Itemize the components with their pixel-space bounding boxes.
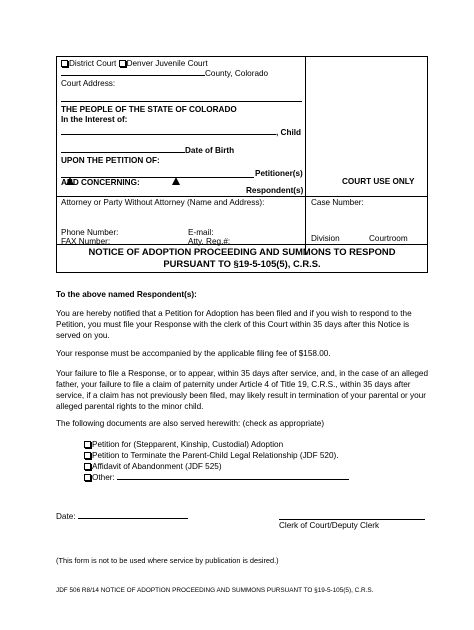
court-selection (61, 59, 208, 68)
cursor-triangle-icon (66, 177, 74, 187)
respondent-field[interactable] (61, 196, 244, 197)
phone-label: Phone Number: (61, 228, 119, 237)
paragraph-failure: Your failure to file a Response, or to appear, within 35 days after service, and, in the case of an alleged father, your failure to file a claim of paternity under Article 4 of Title 19, C.R.S., within 35 days after service, if a claim has not previously been filed, may likely result in termination of your parental or your alleged parental rights to the minor child. (56, 369, 429, 411)
petitioners-label: Petitioner(s) (255, 169, 303, 178)
checklist-label: Petition for (Stepparent, Kinship, Custodial) Adoption (92, 440, 284, 449)
people-heading: THE PEOPLE OF THE STATE OF COLORADO (61, 105, 237, 114)
checklist-item-other (84, 473, 349, 482)
paragraph-documents: The following documents are also served herewith: (check as appropriate) (56, 419, 325, 428)
date-label: Date: (56, 512, 76, 521)
form-title-line1: NOTICE OF ADOPTION PROCEEDING AND SUMMONS TO RESPOND (88, 246, 396, 257)
district-court-checkbox[interactable] (61, 60, 68, 67)
checklist-checkbox[interactable] (84, 474, 91, 481)
checklist-item-petition-adoption (84, 440, 283, 449)
email-label: E-mail: (188, 228, 214, 237)
date-field[interactable] (78, 518, 188, 519)
and-concerning-label: AND CONCERNING: (61, 178, 140, 187)
county-field[interactable] (61, 75, 205, 76)
dob-label: Date of Birth (185, 146, 235, 155)
interest-label: In the Interest of: (61, 115, 128, 124)
checklist-checkbox[interactable] (84, 441, 91, 448)
county-label: County, Colorado (205, 69, 269, 78)
dob-line (61, 146, 234, 155)
district-court-label: District Court (69, 59, 117, 68)
paragraph-notice: You are hereby notified that a Petition for Adoption has been filed and if you wish to respond to the Petition, you must file your Response with the clerk of this Court within 35 days after this Notice is served on you. (56, 309, 412, 340)
checklist-label: Other: (92, 473, 115, 482)
child-name-field[interactable] (61, 134, 276, 135)
child-line (61, 128, 301, 137)
courtroom-label: Courtroom (369, 234, 408, 243)
publication-note: (This form is not to be used where service by publication is desired.) (56, 556, 279, 565)
caption-row-divider-2 (56, 244, 428, 245)
clerk-signature-line[interactable] (279, 519, 425, 520)
fax-label: FAX Number: (61, 237, 111, 246)
date-line (56, 512, 188, 521)
atty-reg-label: Atty. Reg.#: (188, 237, 231, 246)
dob-field[interactable] (61, 152, 185, 153)
other-field[interactable] (117, 479, 349, 480)
form-title-line2: PURSUANT TO §19-5-105(5), C.R.S. (163, 258, 321, 269)
division-label: Division (311, 234, 340, 243)
checklist-checkbox[interactable] (84, 463, 91, 470)
paragraph-fee: Your response must be accompanied by the applicable filing fee of $158.00. (56, 349, 331, 358)
juvenile-court-label: Denver Juvenile Court (126, 59, 208, 68)
court-use-only: COURT USE ONLY (342, 177, 415, 186)
salutation: To the above named Respondent(s): (56, 290, 197, 299)
juvenile-court-checkbox[interactable] (119, 60, 126, 67)
respondents-label: Respondent(s) (246, 186, 304, 195)
checklist-item-affidavit (84, 462, 222, 471)
caption-divider (305, 56, 306, 255)
checklist-item-petition-terminate (84, 451, 339, 460)
checklist-checkbox[interactable] (84, 452, 91, 459)
footer-form-id: JDF 506 R8/14 NOTICE OF ADOPTION PROCEEDING AND SUMMONS PURSUANT TO §19-5-105(5), C.R.S. (56, 587, 374, 594)
checklist-label: Petition to Terminate the Parent-Child Legal Relationship (JDF 520). (92, 451, 339, 460)
county-line (61, 69, 268, 78)
cursor-triangle-icon-2 (172, 177, 180, 187)
attorney-label: Attorney or Party Without Attorney (Name and Address): (61, 198, 265, 207)
case-number-label: Case Number: (311, 198, 364, 207)
court-address-field[interactable] (61, 101, 302, 102)
court-address-label: Court Address: (61, 79, 116, 88)
checklist-label: Affidavit of Abandonment (JDF 525) (92, 462, 222, 471)
child-label: , Child (276, 128, 302, 137)
upon-petition-label: UPON THE PETITION OF: (61, 156, 160, 165)
clerk-label: Clerk of Court/Deputy Clerk (279, 521, 380, 530)
